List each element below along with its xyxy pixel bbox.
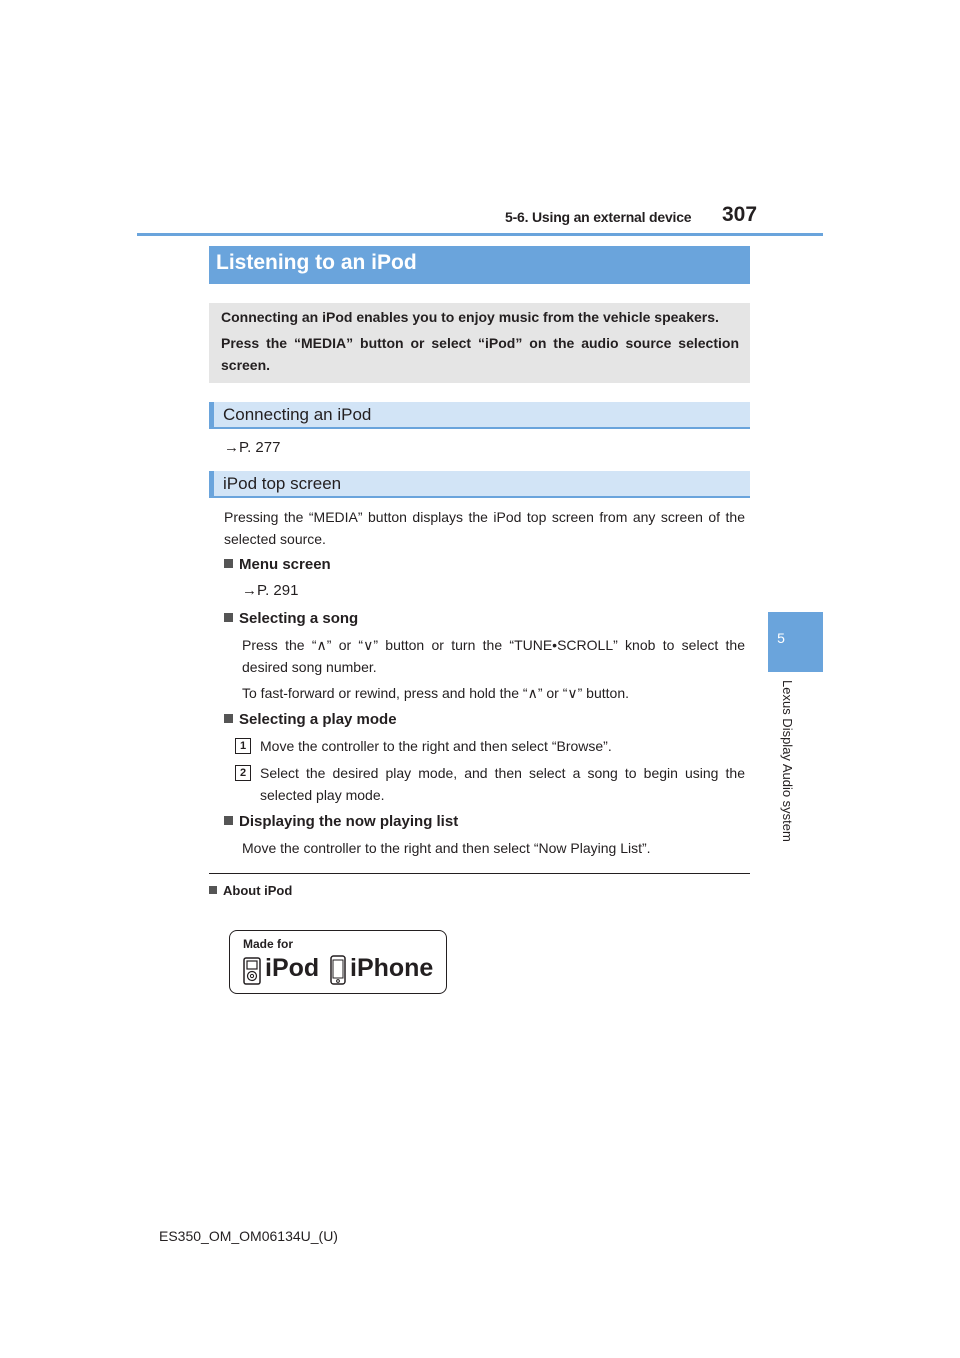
logo-iphone-text: iPhone xyxy=(350,954,434,982)
header-rule xyxy=(137,233,823,236)
section-divider xyxy=(209,873,750,874)
ipod-device-icon xyxy=(243,957,261,985)
ref-menu-screen[interactable] xyxy=(242,580,298,602)
square-bullet-icon xyxy=(224,559,233,568)
title-bar xyxy=(209,246,750,284)
ref-connecting[interactable] xyxy=(224,437,280,459)
page-number: 307 xyxy=(722,203,758,226)
square-bullet-icon xyxy=(224,816,233,825)
arrow-icon: → xyxy=(242,582,257,599)
top-screen-paragraph: Pressing the “MEDIA” button displays the iPod top screen from any screen of the selected source. xyxy=(224,509,745,547)
step-number-2: 2 xyxy=(235,765,251,781)
selecting-song-text-1: Press the “∧” or “∨” button or turn the “TUNE•SCROLL” knob to select the desired song number. xyxy=(242,637,745,675)
step-number-1: 1 xyxy=(235,738,251,754)
square-bullet-icon xyxy=(224,714,233,723)
header-section-title: 5-6. Using an external device xyxy=(505,209,692,225)
ref-menu-page: P. 291 xyxy=(257,582,299,599)
subhead-connecting xyxy=(209,402,750,429)
selecting-song-heading: Selecting a song xyxy=(224,608,358,630)
logo-made-for: Made for xyxy=(243,937,294,951)
square-bullet-icon xyxy=(224,613,233,622)
menu-screen-heading: Menu screen xyxy=(224,554,331,576)
subhead-top-screen-label: iPod top screen xyxy=(223,474,342,493)
square-bullet-icon xyxy=(209,886,217,894)
play-mode-heading: Selecting a play mode xyxy=(224,709,397,731)
page-title: Listening to an iPod xyxy=(216,251,417,274)
step-1-text: Move the controller to the right and then select “Browse”. xyxy=(260,738,612,754)
chapter-label: Lexus Display Audio system xyxy=(780,680,795,842)
subhead-connecting-label: Connecting an iPod xyxy=(223,405,372,424)
now-playing-text: Move the controller to the right and then select “Now Playing List”. xyxy=(242,840,651,856)
subhead-top-screen xyxy=(209,471,750,498)
iphone-device-icon xyxy=(330,955,346,985)
logo-ipod-text: iPod xyxy=(265,954,320,982)
chapter-number: 5 xyxy=(777,630,785,646)
footer-doc-code: ES350_OM_OM06134U_(U) xyxy=(159,1228,338,1244)
intro-line-2: Press the “MEDIA” button or select “iPod” on the audio source selection screen. xyxy=(221,335,739,373)
ref-connecting-page: P. 277 xyxy=(239,439,281,456)
arrow-icon: → xyxy=(224,439,239,456)
now-playing-heading: Displaying the now playing list xyxy=(224,811,458,833)
step-2-text: Select the desired play mode, and then select a song to begin using the selected play mode. xyxy=(260,765,745,803)
intro-line-1: Connecting an iPod enables you to enjoy music from the vehicle speakers. xyxy=(221,309,719,325)
intro-box xyxy=(209,303,750,383)
about-ipod-heading: About iPod xyxy=(209,880,292,902)
selecting-song-text-2: To fast-forward or rewind, press and hold the “∧” or “∨” button. xyxy=(242,685,629,701)
made-for-ipod-iphone-logo xyxy=(229,930,447,994)
